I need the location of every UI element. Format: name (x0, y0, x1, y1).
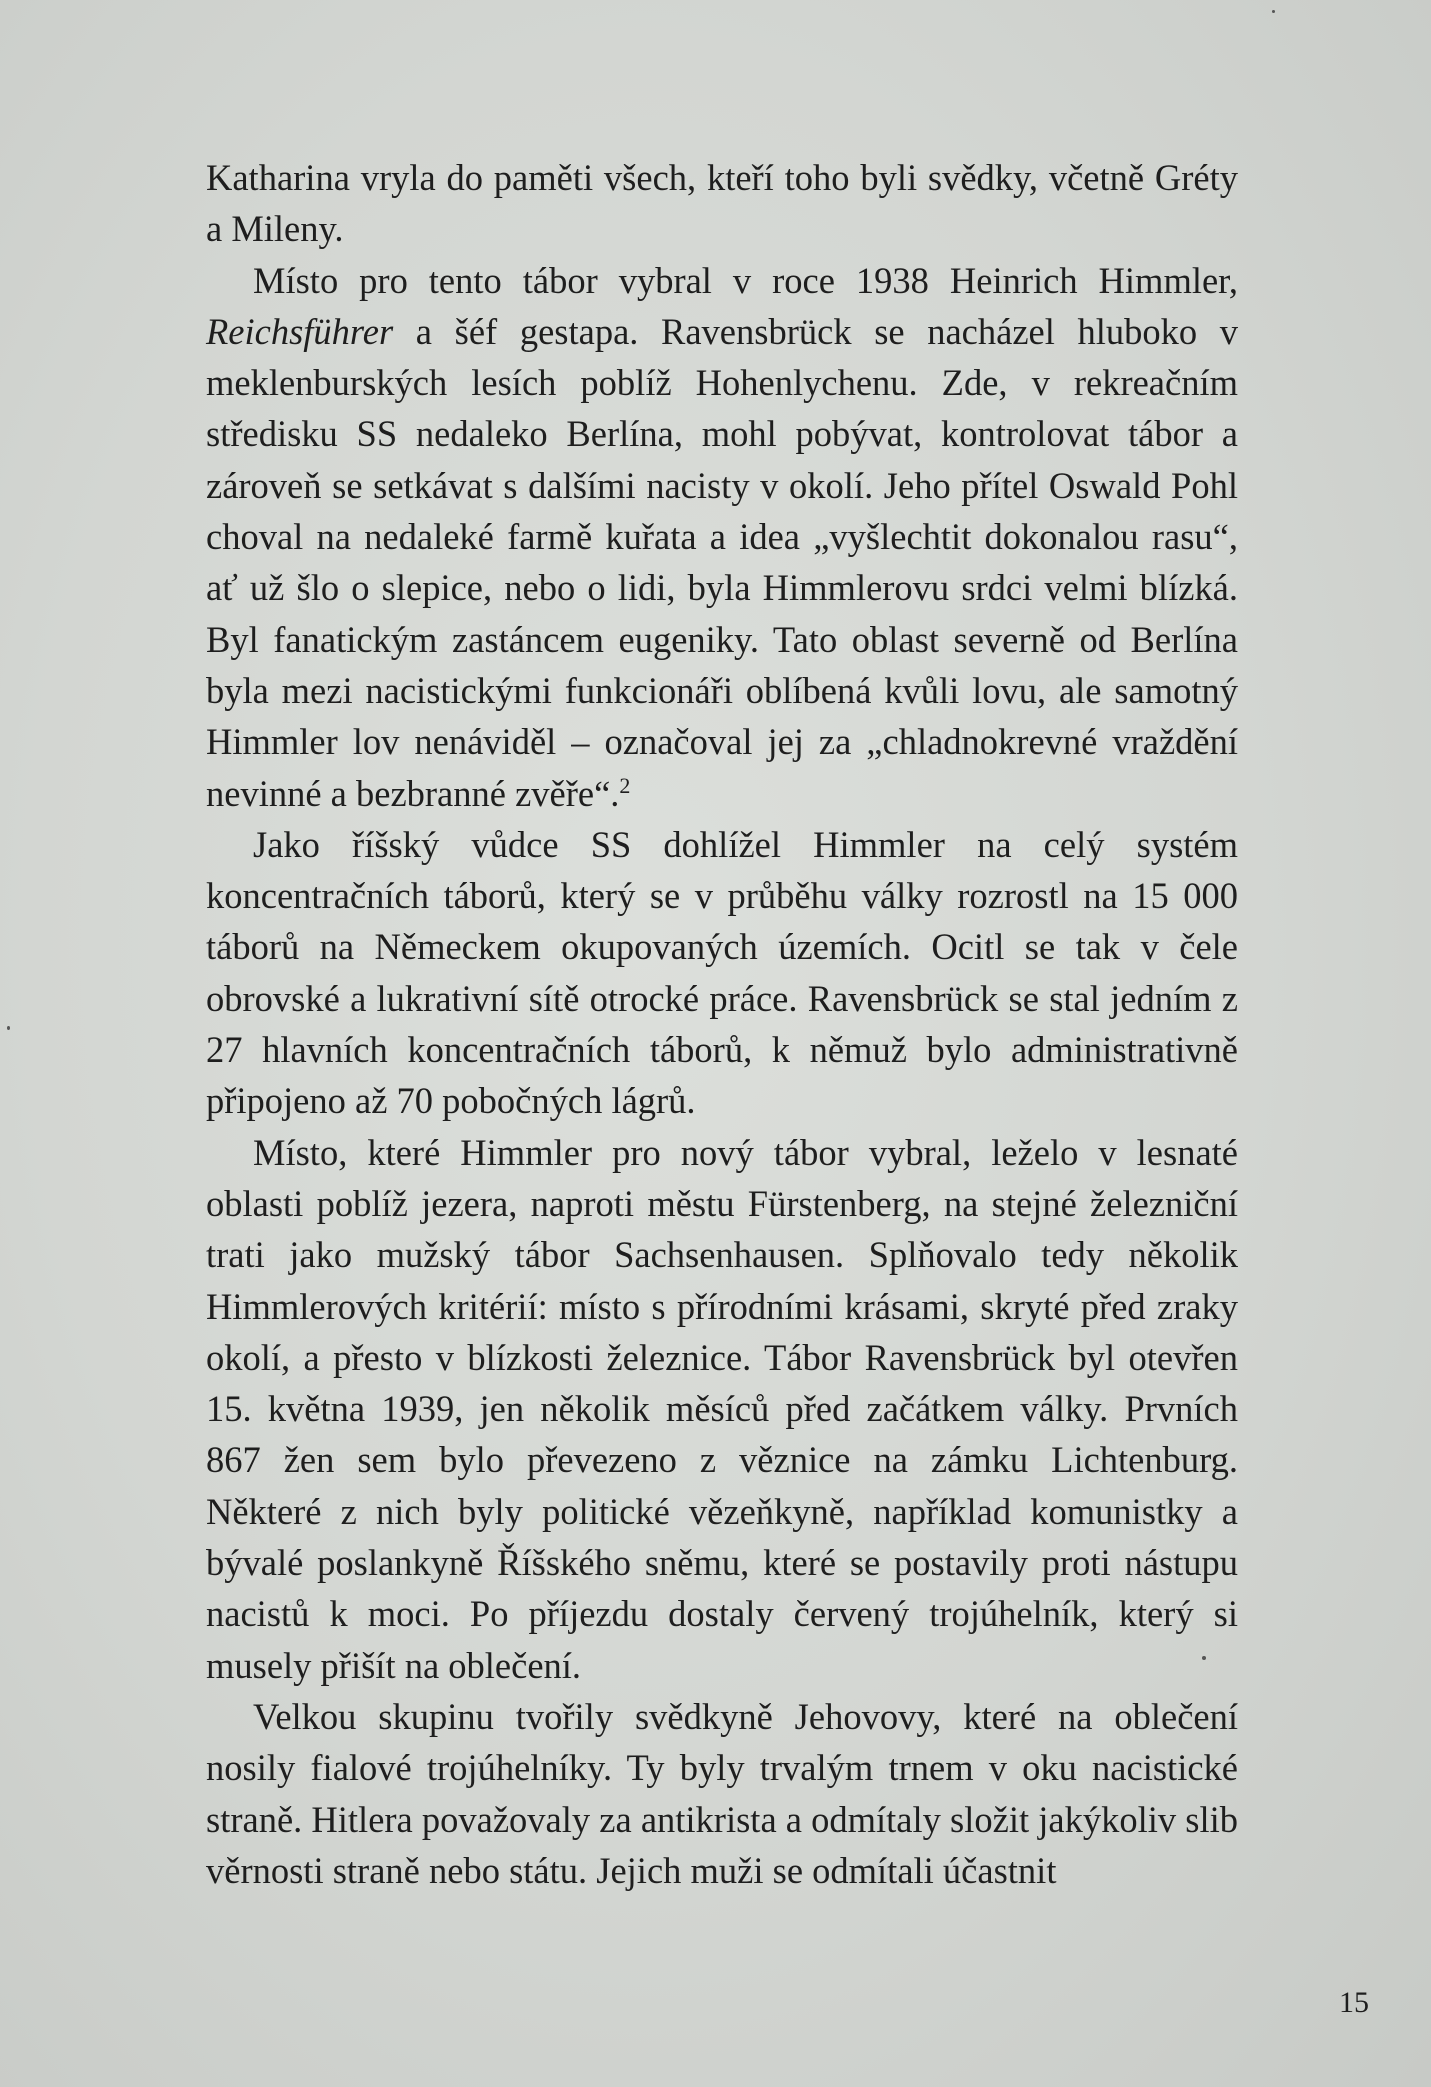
paragraph-4-text: Místo, které Himmler pro nový tábor vybral, leželo v lesnaté oblasti poblíž jezera, naproti městu Fürstenberg, na stejné železniční trati jako mužský tábor Sachsenhausen. Splňovalo tedy několik Himmlerových kritérií: místo s přírodními krásami, skryté před zraky okolí, a přesto v blízkosti železnice. Tábor Ravensbrück byl otevřen 15. května 1939, jen několik měsíců před začátkem války. Prvních 867 žen sem bylo převezeno z věznice na zámku Lichtenburg. Některé z nich byly politické vězeňkyně, například komunistky a bývalé poslankyně Říšského sněmu, které se postavily proti nástupu nacistů k moci. Po příjezdu dostaly červený trojúhelník, který si musely přišít na oblečení. (206, 1131, 1238, 1686)
paper-speck (1272, 10, 1275, 13)
paragraph-3 (206, 819, 1238, 1127)
paragraph-2-italic-term: Reichsführer (206, 310, 394, 352)
paragraph-4 (206, 1127, 1238, 1691)
paragraph-5-text: Velkou skupinu tvořily svědkyně Jehovovy, které na oblečení nosily fialové trojúhelníky. Ty byly trvalým trnem v oku nacistické straně. Hitlera považovaly za antikrista a odmítaly složit jakýkoliv slib věrnosti straně nebo státu. Jejich muži se odmítali účastnit (206, 1695, 1238, 1891)
paper-speck (7, 1026, 10, 1030)
paragraph-3-text: Jako říšský vůdce SS dohlížel Himmler na celý systém koncentračních táborů, který se v průběhu války rozrostl na 15 000 táborů na Německem okupovaných územích. Ocitl se tak v čele obrovské a lukrativní sítě otrocké práce. Ravensbrück se stal jedním z 27 hlavních koncentračních táborů, k němuž bylo administrativně připojeno až 70 pobočných lágrů. (206, 823, 1238, 1122)
page-number: 15 (1339, 1986, 1369, 2019)
paper-speck (1202, 1656, 1206, 1660)
paragraph-1 (206, 152, 1238, 255)
paragraph-5 (206, 1691, 1238, 1896)
paragraph-2 (206, 255, 1238, 819)
paragraph-1-text: Katharina vryla do paměti všech, kteří toho byli svědky, včetně Gréty a Mileny. (206, 157, 1238, 250)
footnote-reference: 2 (619, 772, 631, 798)
paragraph-2-text-after: a šéf gestapa. Ravensbrück se nacházel hluboko v meklenburských lesích poblíž Hohenlychenu. Zde, v rekreačním středisku SS nedaleko Berlína, mohl pobývat, kontrolovat tábor a zároveň se setkávat s dalšími nacisty v okolí. Jeho přítel Oswald Pohl choval na nedaleké farmě kuřata a idea „vyšlechtit dokonalou rasu“, ať už šlo o slepice, nebo o lidi, byla Himmlerovu srdci velmi blízká. Byl fanatickým zastáncem eugeniky. Tato oblast severně od Berlína byla mezi nacistickými funkcionáři oblíbená kvůli lovu, ale samotný Himmler lov nenáviděl – označoval jej za „chladnokrevné vraždění nevinné a bezbranné zvěře“. (206, 310, 1238, 814)
paragraph-2-text-before: Místo pro tento tábor vybral v roce 1938 Heinrich Himmler, (253, 259, 1238, 301)
body-text (206, 152, 1238, 1896)
